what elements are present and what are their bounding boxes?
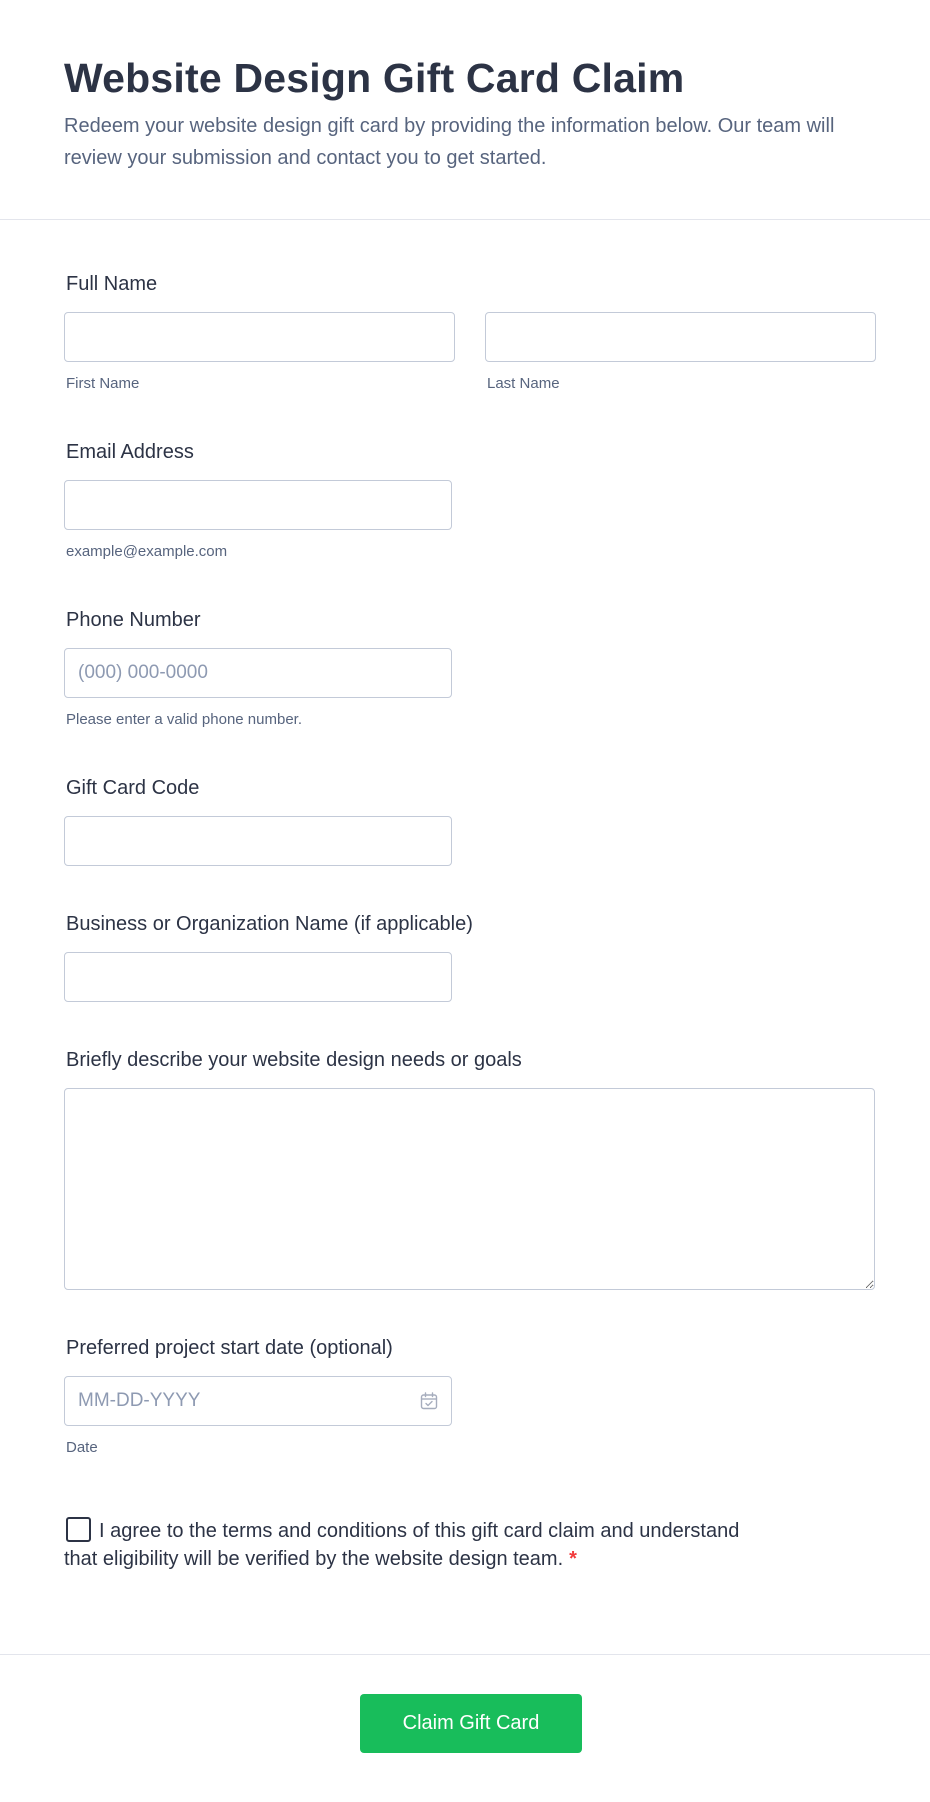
first-name-input[interactable] <box>64 312 455 362</box>
agreement-checkbox[interactable] <box>66 1517 91 1542</box>
last-name-col <box>485 312 876 392</box>
first-name-sublabel: First Name <box>66 375 140 392</box>
required-mark: * <box>569 1548 577 1570</box>
first-name-col <box>64 312 455 392</box>
form-footer <box>0 1654 930 1802</box>
claim-gift-card-button[interactable]: Claim Gift Card <box>360 1694 582 1753</box>
needs-textarea[interactable] <box>64 1088 875 1290</box>
gift-code-label: Gift Card Code <box>66 777 200 799</box>
email-field <box>64 440 452 560</box>
phone-input[interactable] <box>64 648 452 698</box>
needs-field <box>64 1048 875 1290</box>
full-name-label: Full Name <box>66 273 158 295</box>
last-name-input[interactable] <box>485 312 876 362</box>
date-input-wrapper <box>64 1376 452 1426</box>
phone-sublabel: Please enter a valid phone number. <box>66 711 302 728</box>
email-input[interactable] <box>64 480 452 530</box>
gift-code-field <box>64 776 452 866</box>
form-title: Website Design Gift Card Claim <box>64 55 685 101</box>
last-name-sublabel: Last Name <box>487 375 560 392</box>
agreement-field <box>64 1517 754 1573</box>
business-label: Business or Organization Name (if applicable) <box>66 913 473 935</box>
phone-label: Phone Number <box>66 609 201 631</box>
form-subtitle: Redeem your website design gift card by providing the information below. Our team will review your submission and contact you to get started. <box>64 115 835 169</box>
start-date-field <box>64 1336 452 1456</box>
form-header <box>0 0 930 220</box>
email-label: Email Address <box>66 441 194 463</box>
full-name-field <box>64 272 876 392</box>
business-input[interactable] <box>64 952 452 1002</box>
gift-code-input[interactable] <box>64 816 452 866</box>
calendar-icon[interactable] <box>419 1391 439 1411</box>
full-name-row <box>64 312 876 392</box>
start-date-label: Preferred project start date (optional) <box>66 1337 393 1359</box>
start-date-input[interactable] <box>64 1376 452 1426</box>
agreement-text: I agree to the terms and conditions of this gift card claim and understand that eligibility will be verified by the website design team. <box>64 1520 740 1570</box>
needs-label: Briefly describe your website design needs or goals <box>66 1049 522 1071</box>
phone-field <box>64 608 452 728</box>
email-sublabel: example@example.com <box>66 543 228 560</box>
start-date-sublabel: Date <box>66 1439 98 1456</box>
business-field <box>64 912 473 1002</box>
